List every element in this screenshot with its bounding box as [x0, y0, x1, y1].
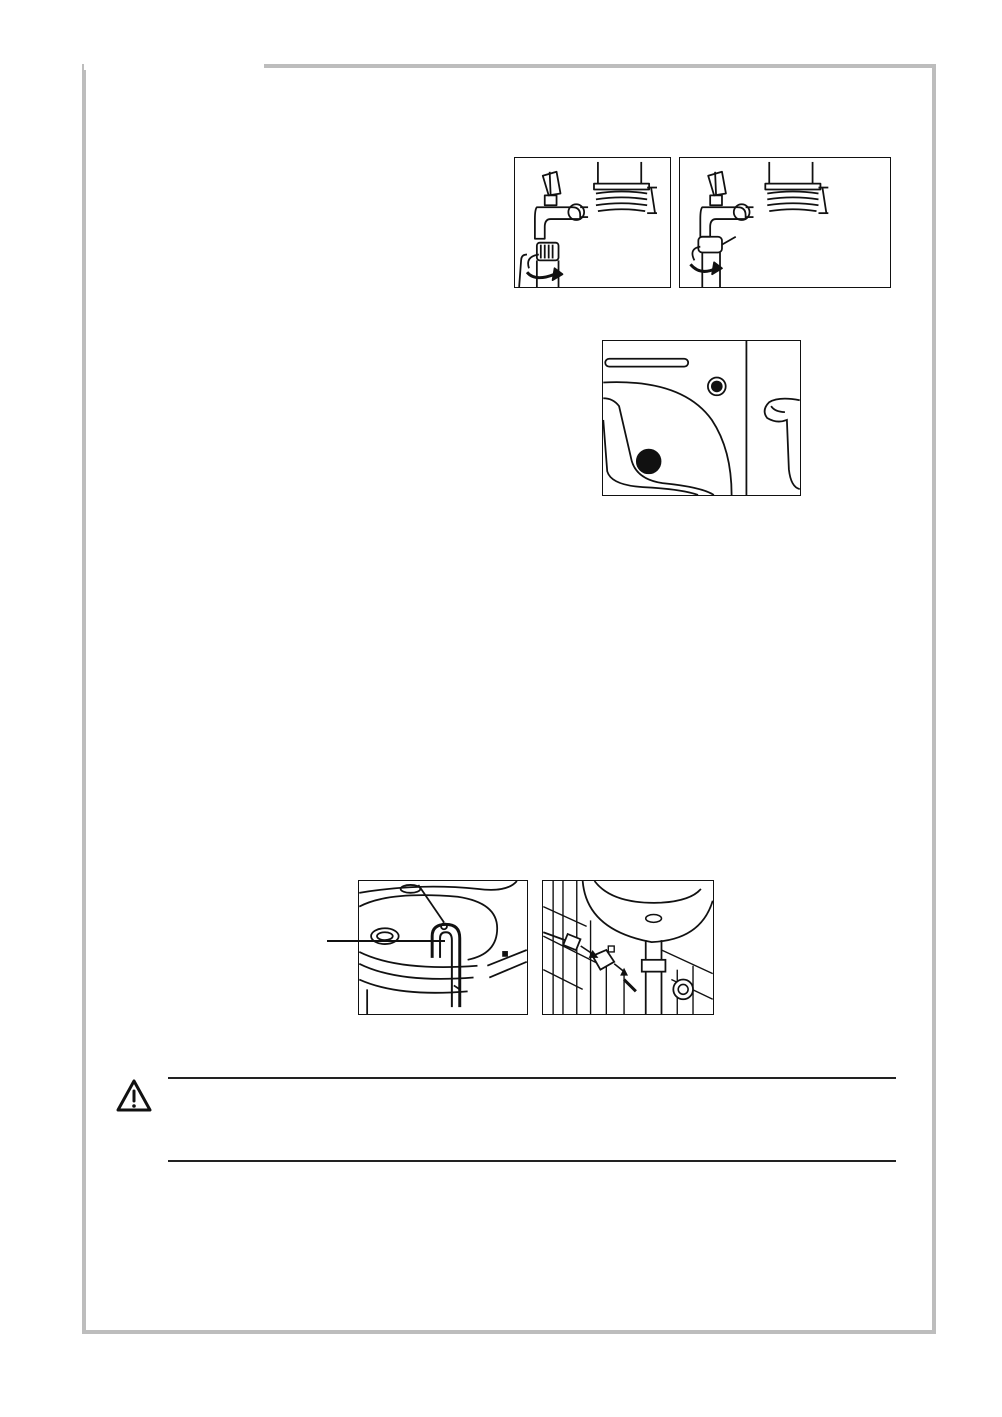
figure-drain-under-sink [542, 880, 714, 1015]
tap-hose-thread-icon [515, 158, 670, 287]
figure-tap-nut-fitted [679, 157, 891, 288]
warning-bottom-rule [168, 1160, 896, 1162]
figure-rear-panel-inlet [602, 340, 801, 496]
frame-tab [84, 60, 264, 70]
tap-hose-thread-icon [680, 158, 890, 287]
sink-drain-hook-icon [359, 881, 527, 1014]
figure-drain-hook-sink [358, 880, 528, 1015]
siphon-connection-icon [543, 881, 713, 1014]
hook-callout-line [327, 940, 445, 942]
figure-tap-nut-removed [514, 157, 671, 288]
warning-top-rule [168, 1077, 896, 1079]
warning-triangle-icon [115, 1078, 153, 1114]
machine-back-panel-icon [603, 341, 800, 495]
